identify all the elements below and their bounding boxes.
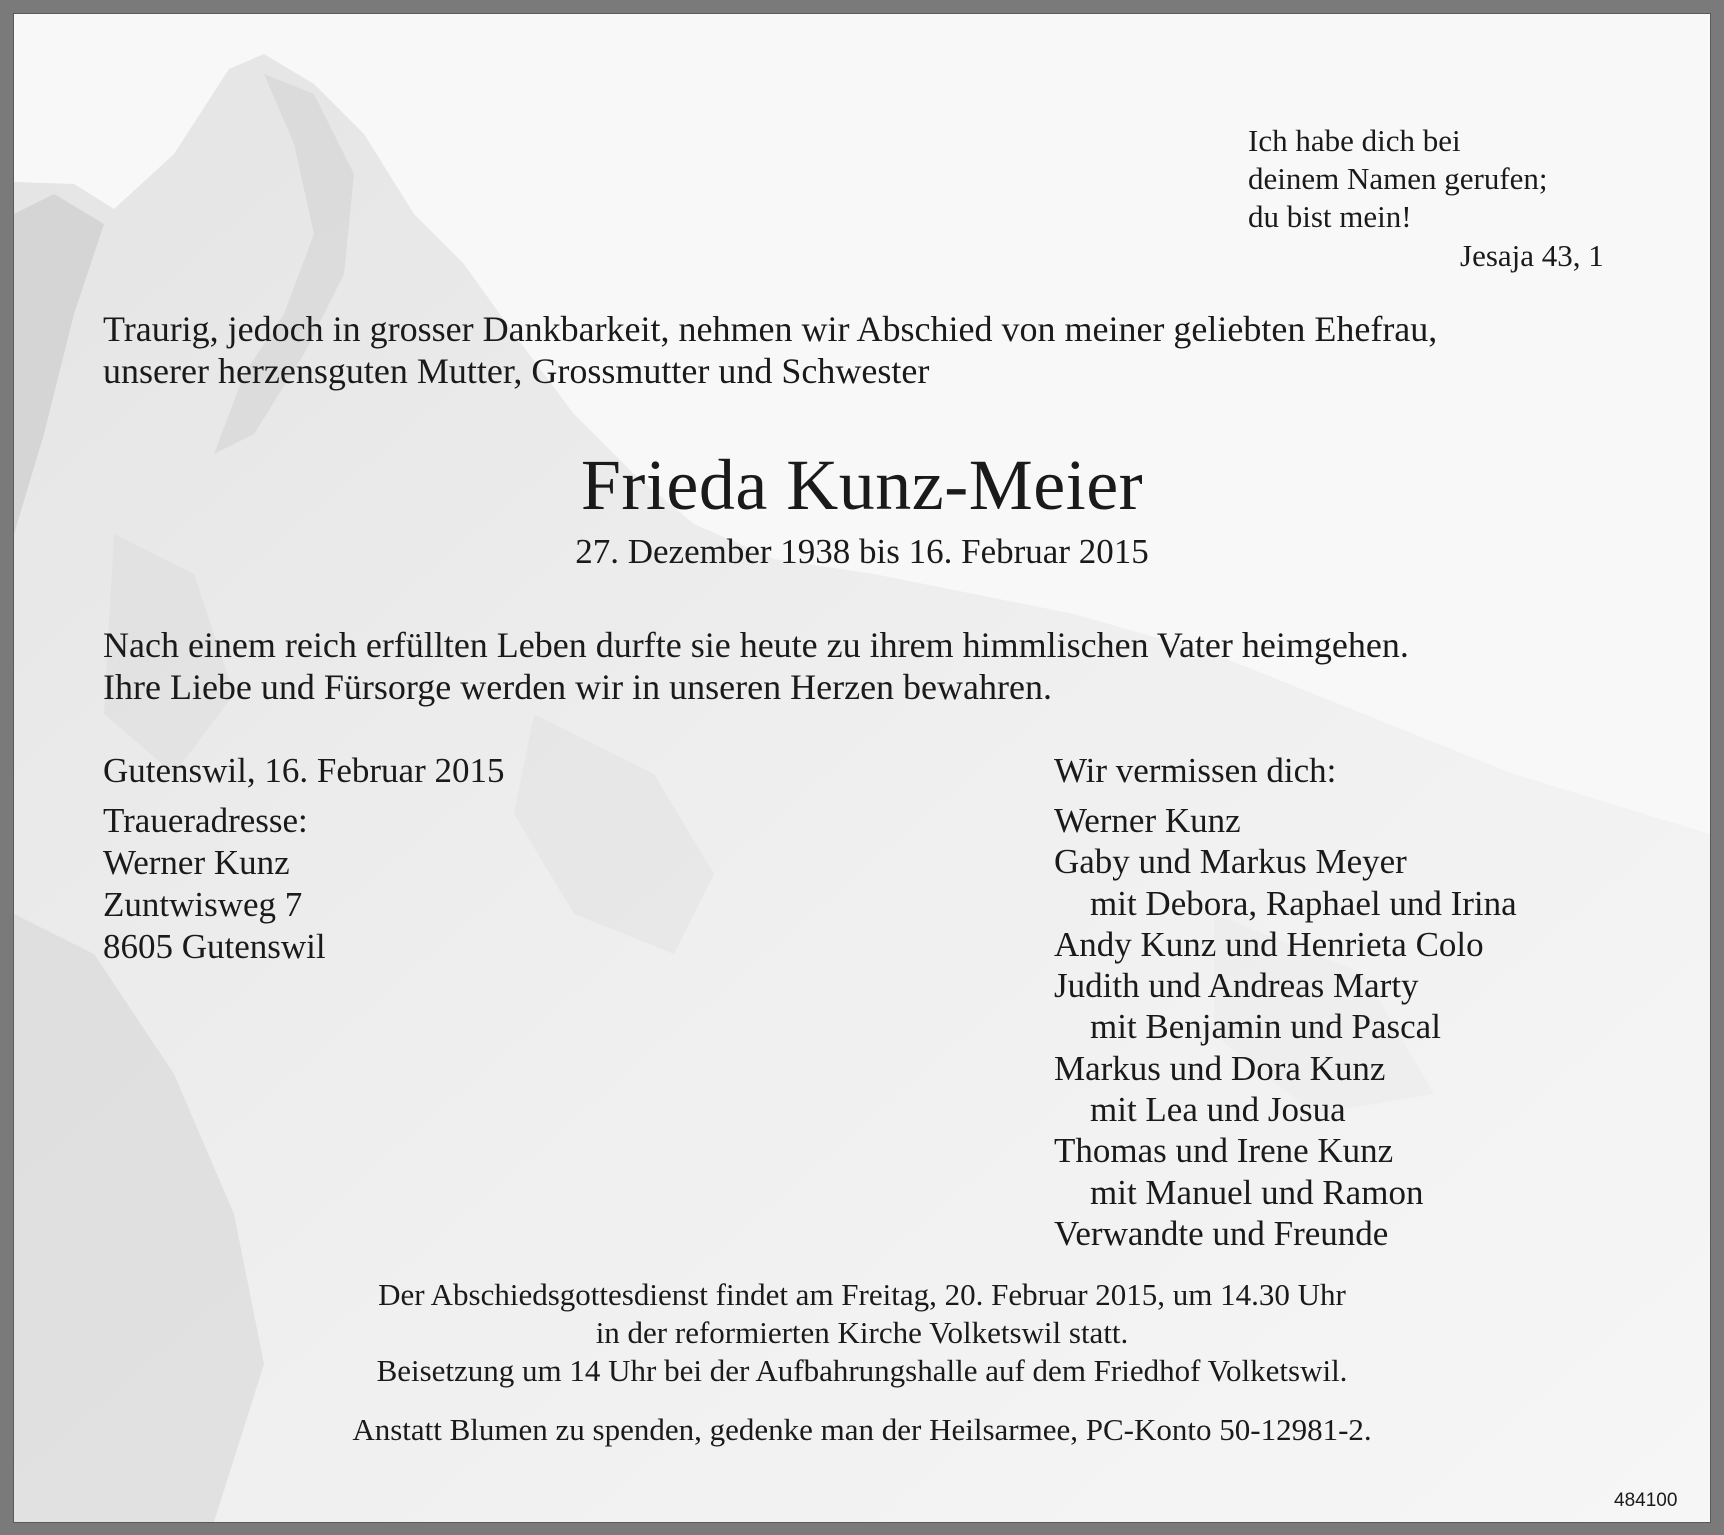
mourner-line: Gaby und Markus Meyer [1054, 842, 1407, 882]
body-line-1: Nach einem reich erfüllten Leben durfte sie heute zu ihrem himmlischen Vater heimgehen. [103, 625, 1409, 665]
address-city: 8605 Gutenswil [103, 927, 326, 966]
life-dates: 27. Dezember 1938 bis 16. Februar 2015 [575, 532, 1149, 571]
intro-line-2: unserer herzensguten Mutter, Grossmutter und Schwester [103, 351, 930, 391]
address-street: Zuntwisweg 7 [103, 885, 303, 924]
mourners-heading: Wir vermissen dich: [1054, 751, 1337, 790]
quote-reference: Jesaja 43, 1 [1460, 238, 1604, 273]
mourner-line: Verwandte und Freunde [1054, 1213, 1389, 1253]
service-line-2: in der reformierten Kirche Volketswil statt. [595, 1315, 1129, 1350]
mourner-line: mit Lea und Josua [1090, 1090, 1346, 1130]
service-line-3: Beisetzung um 14 Uhr bei der Aufbahrungshalle auf dem Friedhof Volketswil. [376, 1353, 1348, 1388]
address-label: Traueradresse: [103, 801, 308, 840]
body-line-2: Ihre Liebe und Fürsorge werden wir in unseren Herzen bewahren. [103, 667, 1052, 707]
mourner-line: Andy Kunz und Henrieta Colo [1054, 924, 1484, 964]
mourning-address [103, 800, 326, 968]
place-date: Gutenswil, 16. Februar 2015 [103, 751, 505, 790]
quote-line: deinem Namen gerufen; [1248, 161, 1548, 196]
quote-line: du bist mein! [1248, 199, 1412, 234]
intro-line-1: Traurig, jedoch in grosser Dankbarkeit, nehmen wir Abschied von meiner geliebten Ehefrau, [103, 309, 1438, 349]
bible-quote [1248, 122, 1548, 236]
intro-text [103, 308, 1437, 392]
service-line-1: Der Abschiedsgottesdienst findet am Freitag, 20. Februar 2015, um 14.30 Uhr [378, 1277, 1346, 1312]
ad-code: 484100 [1614, 1490, 1678, 1511]
mourner-line: Thomas und Irene Kunz [1054, 1131, 1394, 1171]
body-text [103, 624, 1409, 708]
quote-line: Ich habe dich bei [1248, 123, 1461, 158]
donation-note: Anstatt Blumen zu spenden, gedenke man der Heilsarmee, PC-Konto 50-12981-2. [352, 1412, 1372, 1447]
address-name: Werner Kunz [103, 843, 290, 882]
mourners-list [1054, 800, 1517, 1254]
mourner-line: Markus und Dora Kunz [1054, 1048, 1386, 1088]
mourner-line: Werner Kunz [1054, 801, 1241, 840]
obituary-notice [13, 13, 1711, 1523]
mourner-line: mit Debora, Raphael und Irina [1090, 883, 1517, 923]
deceased-name: Frieda Kunz-Meier [580, 445, 1144, 525]
mourner-line: mit Manuel und Ramon [1090, 1172, 1424, 1212]
mourner-line: mit Benjamin und Pascal [1090, 1007, 1441, 1047]
service-info [14, 1276, 1710, 1390]
mourner-line: Judith und Andreas Marty [1054, 966, 1419, 1006]
